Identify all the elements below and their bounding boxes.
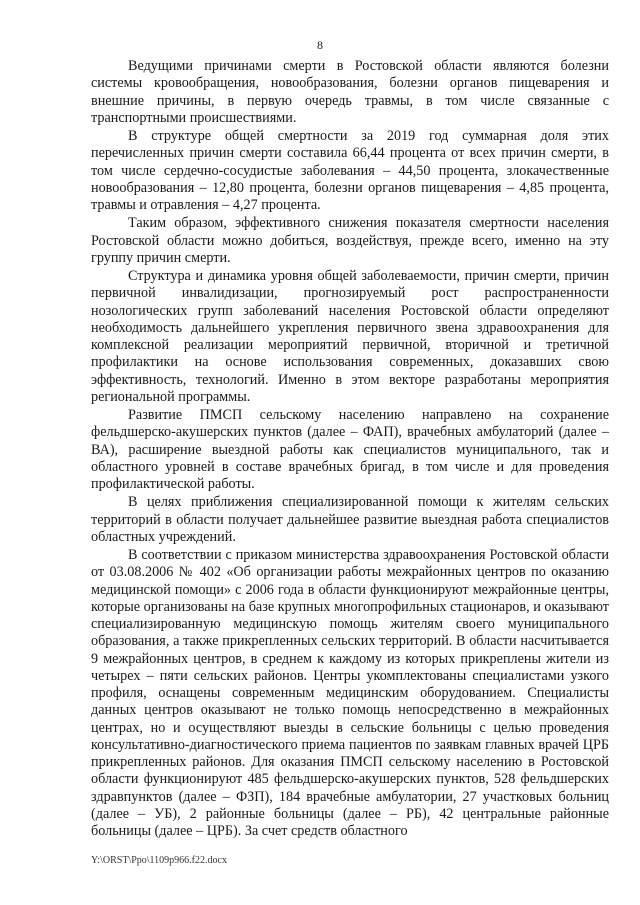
paragraph-causes-of-death: Ведущими причинами смерти в Ростовской области являются болезни системы кровообращения, новообразования, болезни органов пищеварения и внешние причины, в первую очередь травмы, в том числе связанные с транспортными происшествиями. [91, 58, 609, 126]
file-path-footer: Y:\ORST\Ppo\1109p966.f22.docx [91, 855, 227, 866]
paragraph-conclusion: Таким образом, эффективного снижения показателя смертности населения Ростовской области можно добиться, воздействуя, прежде всего, именно на эту группу причин смерти. [91, 215, 609, 266]
paragraph-mortality-structure: В структуре общей смертности за 2019 год суммарная доля этих перечисленных причин смерти составила 66,44 процента от всех причин смерти, в том числе сердечно-сосудистые заболевания – 44,50 процента, злокачественные новообразования – 12,80 процента, болезни органов пищеварения – 4,85 процента, травмы и отравления – 4,27 процента. [91, 128, 609, 213]
paragraph-outreach: В целях приближения специализированной помощи к жителям сельских территорий в области получает дальнейшее развитие выездная работа специалистов областных учреждений. [91, 494, 609, 545]
paragraph-morbidity-dynamics: Структура и динамика уровня общей заболеваемости, причин смерти, причин первичной инвалидизации, прогнозируемый рост распространенности нозологических групп заболеваний населения Ростовской области определяют необходимость дальнейшего укрепления первичного звена здравоохранения для комплексной реализации мероприятий первичной, вторичной и третичной профилактики на основе использования современных, доказавших свою эффективность, технологий. Именно в этом векторе разработаны мероприятия региональной программы. [91, 268, 609, 405]
paragraph-interdistrict-centers: В соответствии с приказом министерства здравоохранения Ростовской области от 03.08.2006 № 402 «Об организации работы межрайонных центров по оказанию медицинской помощи» с 2006 года в области функционируют межрайонные центры, которые организованы на базе крупных многопрофильных стационаров, и оказывают специализированную медицинскую помощь жителям своего муниципального образования, а также прикрепленных сельских территорий. В области насчитывается 9 межрайонных центров, в среднем к каждому из которых прикреплены жители из четырех – пяти сельских районов. Центры укомплектованы специалистами узкого профиля, оснащены современным медицинским оборудованием. Специалисты данных центров оказывают не только помощь непосредственно в межрайонных центрах, но и осуществляют выезды в сельские больницы с целью проведения консультативно-диагностического приема пациентов по заявкам главных врачей ЦРБ прикрепленных районов. Для оказания ПМСП сельскому населению в Ростовской области функционируют 485 фельдшерско-акушерских пунктов, 528 фельдшерских здравпунктов (далее – ФЗП), 184 врачебные амбулатории, 27 участковых больниц (далее – УБ), 2 районные больницы (далее – РБ), 42 центральные районные больницы (далее – ЦРБ). За счет средств областного [91, 547, 609, 839]
paragraph-rural-pmsp: Развитие ПМСП сельскому населению направлено на сохранение фельдшерско-акушерских пунктов (далее – ФАП), врачебных амбулаторий (далее – ВА), расширение выездной работы как специалистов муниципального, так и областного уровней в составе врачебных бригад, в том числе и для проведения профилактической работы. [91, 407, 609, 492]
page-number: 8 [317, 38, 323, 52]
document-body [91, 58, 609, 840]
